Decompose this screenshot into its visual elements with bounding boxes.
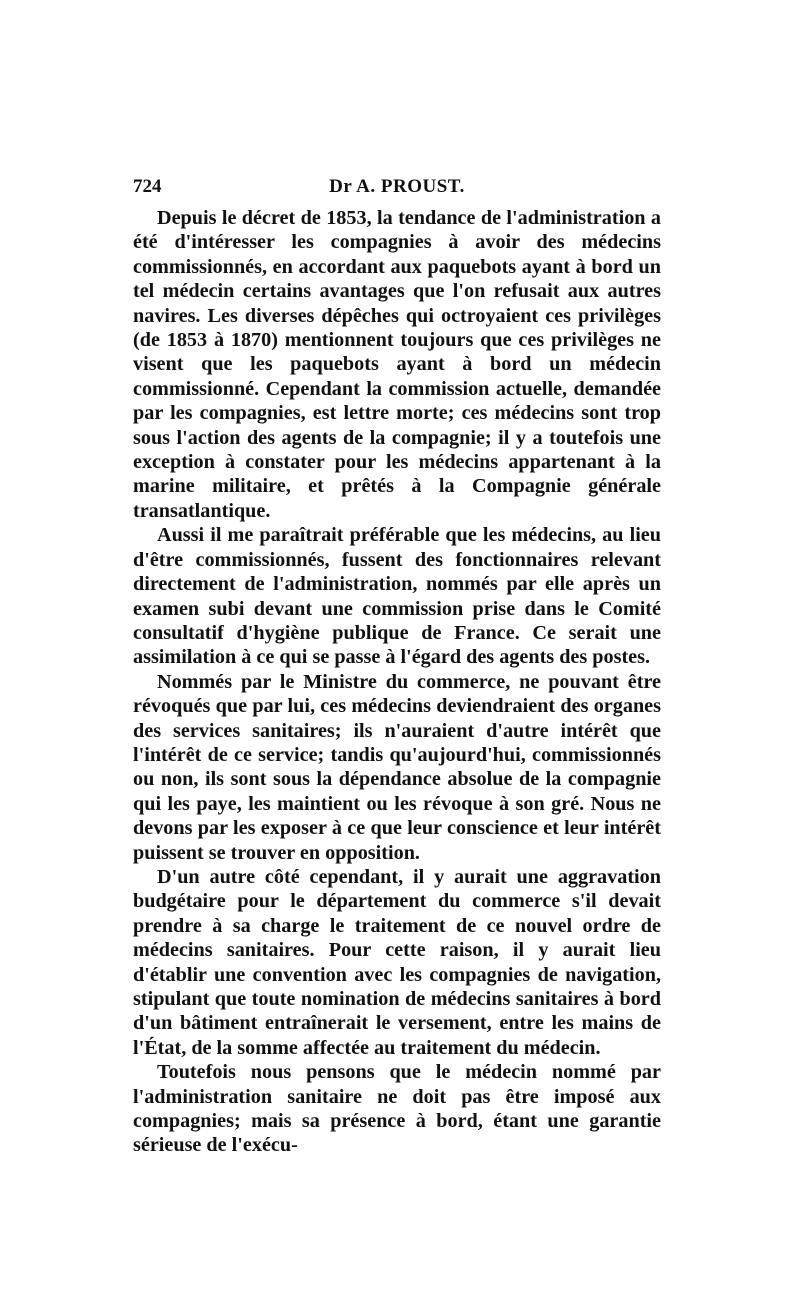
paragraph: Toutefois nous pensons que le médecin nommé par l'administration sanitaire ne doit pas être imposé aux compagnies; mais sa présence à bord, étant une garantie sérieuse de l'exécu- <box>133 1061 661 1157</box>
body-text <box>133 206 661 1158</box>
paragraph: Nommés par le Ministre du commerce, ne pouvant être révoqués que par lui, ces médecins deviendraient des organes des services sanitaires; ils n'auraient d'autre intérêt que l'intérêt de ce service; tandis qu'aujourd'hui, commissionnés ou non, ils sont sous la dépendance absolue de la compagnie qui les paye, les maintient ou les révoque à son gré. Nous ne devons par les exposer à ce que leur conscience et leur intérêt puissent se trouver en opposition. <box>133 670 661 864</box>
page-number: 724 <box>133 176 162 197</box>
paragraph: Aussi il me paraîtrait préférable que les médecins, au lieu d'être commissionnés, fussent des fonctionnaires relevant directement de l'administration, nommés par elle après un examen subi devant une commission prise dans le Comité consultatif d'hygiène publique de France. Ce serait une assimilation à ce qui se passe à l'égard des agents des postes. <box>133 524 661 669</box>
running-title: Dr A. PROUST. <box>329 176 465 197</box>
running-head <box>133 176 661 198</box>
paragraph: D'un autre côté cependant, il y aurait une aggravation budgétaire pour le département du commerce s'il devait prendre à sa charge le traitement de ce nouvel ordre de médecins sanitaires. Pour cette raison, il y aurait lieu d'établir une convention avec les compagnies de navigation, stipulant que toute nomination de médecins sanitaires à bord d'un bâtiment entraînerait le versement, entre les mains de l'État, de la somme affectée au traitement du médecin. <box>133 865 661 1059</box>
paragraph: Depuis le décret de 1853, la tendance de l'administration a été d'intéresser les compagnies à avoir des médecins commissionnés, en accordant aux paquebots ayant à bord un tel médecin certains avantages que l'on refusait aux autres navires. Les diverses dépêches qui octroyaient ces privilèges (de 1853 à 1870) mentionnent toujours que ces privilèges ne visent que les paquebots ayant à bord un médecin commissionné. Cependant la commission actuelle, demandée par les compagnies, est lettre morte; ces médecins sont trop sous l'action des agents de la compagnie; il y a toutefois une exception à constater pour les médecins appartenant à la marine militaire, et prêtés à la Compagnie générale transatlantique. <box>133 207 661 522</box>
